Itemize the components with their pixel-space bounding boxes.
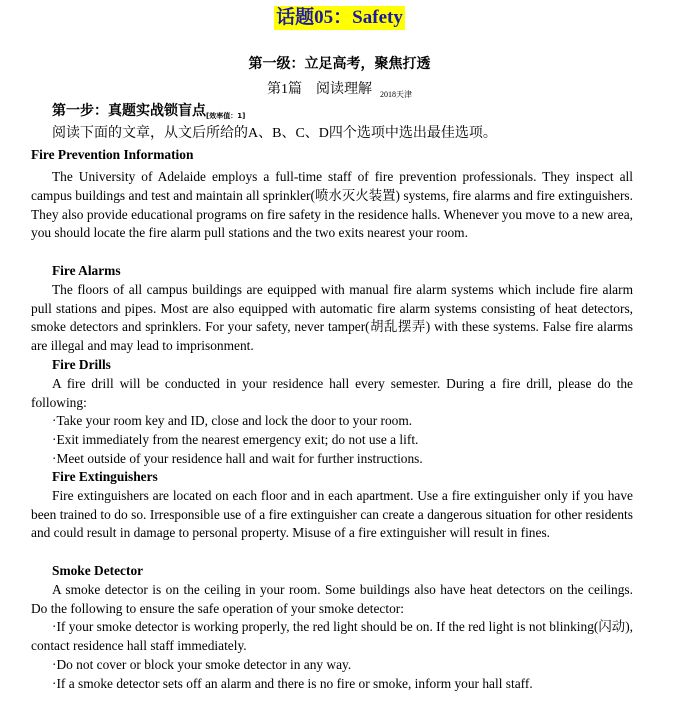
section-body: The floors of all campus buildings are equipped with manual fire alarm systems which include fire alarm pull stations and pipes. Most are also equipped with automatic fire alarm systems consisting of heat detectors, smoke detectors and sprinklers. For your safety, never tamper(胡乱摆弄) with these systems. False fire alarms are illegal and may lead to imprisonment.: [31, 281, 633, 354]
section-smoke-detector: [31, 562, 633, 694]
article-intro-block: [31, 168, 633, 243]
section-heading: Fire Drills: [52, 357, 111, 372]
bullet-item: ·Take your room key and ID, close and lock the door to your room.: [52, 413, 413, 429]
article-title: Fire Prevention Information: [31, 147, 194, 162]
section-body: A smoke detector is on the ceiling in your room. Some buildings also have heat detectors on the ceilings. Do the following to ensure the safe operation of your smoke detector:: [31, 581, 633, 616]
step-label: 第一步：真题实战锁盲点: [52, 103, 206, 119]
topic-title-wrap: [0, 6, 679, 30]
topic-title: 话题05：Safety: [276, 7, 403, 28]
section-body: A fire drill will be conducted in your residence hall every semester. During a fire drill, please do the following:: [31, 375, 633, 410]
level-title: 第一级：立足高考，聚焦打透: [248, 56, 431, 72]
instruction-text: 阅读下面的文章，从文后所给的A、B、C、D四个选项中选出最佳选项。: [52, 126, 497, 141]
passage-label-line: [0, 78, 679, 100]
section-fire-drills: [31, 356, 633, 469]
section-heading: Fire Extinguishers: [52, 469, 158, 484]
bullet-item: ·Do not cover or block your smoke detector in any way.: [52, 656, 352, 672]
section-body: Fire extinguishers are located on each floor and in each apartment. Use a fire extinguisher only if you have been trained to do so. Irresponsible use of a fire extinguisher can create a dangerous situation for other residents and could result in damage to personal property. Misuse of a fire extinguisher will result in fines.: [31, 487, 633, 541]
section-fire-alarms: [31, 262, 633, 356]
section-heading: Fire Alarms: [52, 263, 121, 278]
step-heading: [52, 100, 245, 121]
article-intro: The University of Adelaide employs a full-time staff of fire prevention professionals. They inspect all campus buildings and test and maintain all sprinkler(喷水灭火装置) systems, fire alarms and fire extinguishers. They also provide educational programs on fire safety in the residence halls. Whenever you move to a new area, you should locate the fire alarm pull stations and the two exits nearest your room.: [31, 169, 633, 241]
bullet-item: ·If your smoke detector is working properly, the red light should be on. If the red light is not blinking(闪动), contact residence hall staff immediately.: [31, 619, 633, 654]
bullet-item: ·Exit immediately from the nearest emergency exit; do not use a lift.: [52, 432, 419, 448]
article-title-block: [31, 146, 633, 165]
efficiency-note: [效率值：1]: [206, 112, 246, 120]
bullet-item: ·Meet outside of your residence hall and wait for further instructions.: [52, 450, 423, 466]
passage-label: 第1篇 阅读理解: [267, 82, 372, 97]
section-fire-extinguishers: [31, 468, 633, 543]
passage-source: 2018天津: [380, 90, 412, 99]
bullet-item: ·If a smoke detector sets off an alarm and there is no fire or smoke, inform your hall staff.: [52, 675, 533, 691]
section-heading: Smoke Detector: [52, 563, 144, 578]
